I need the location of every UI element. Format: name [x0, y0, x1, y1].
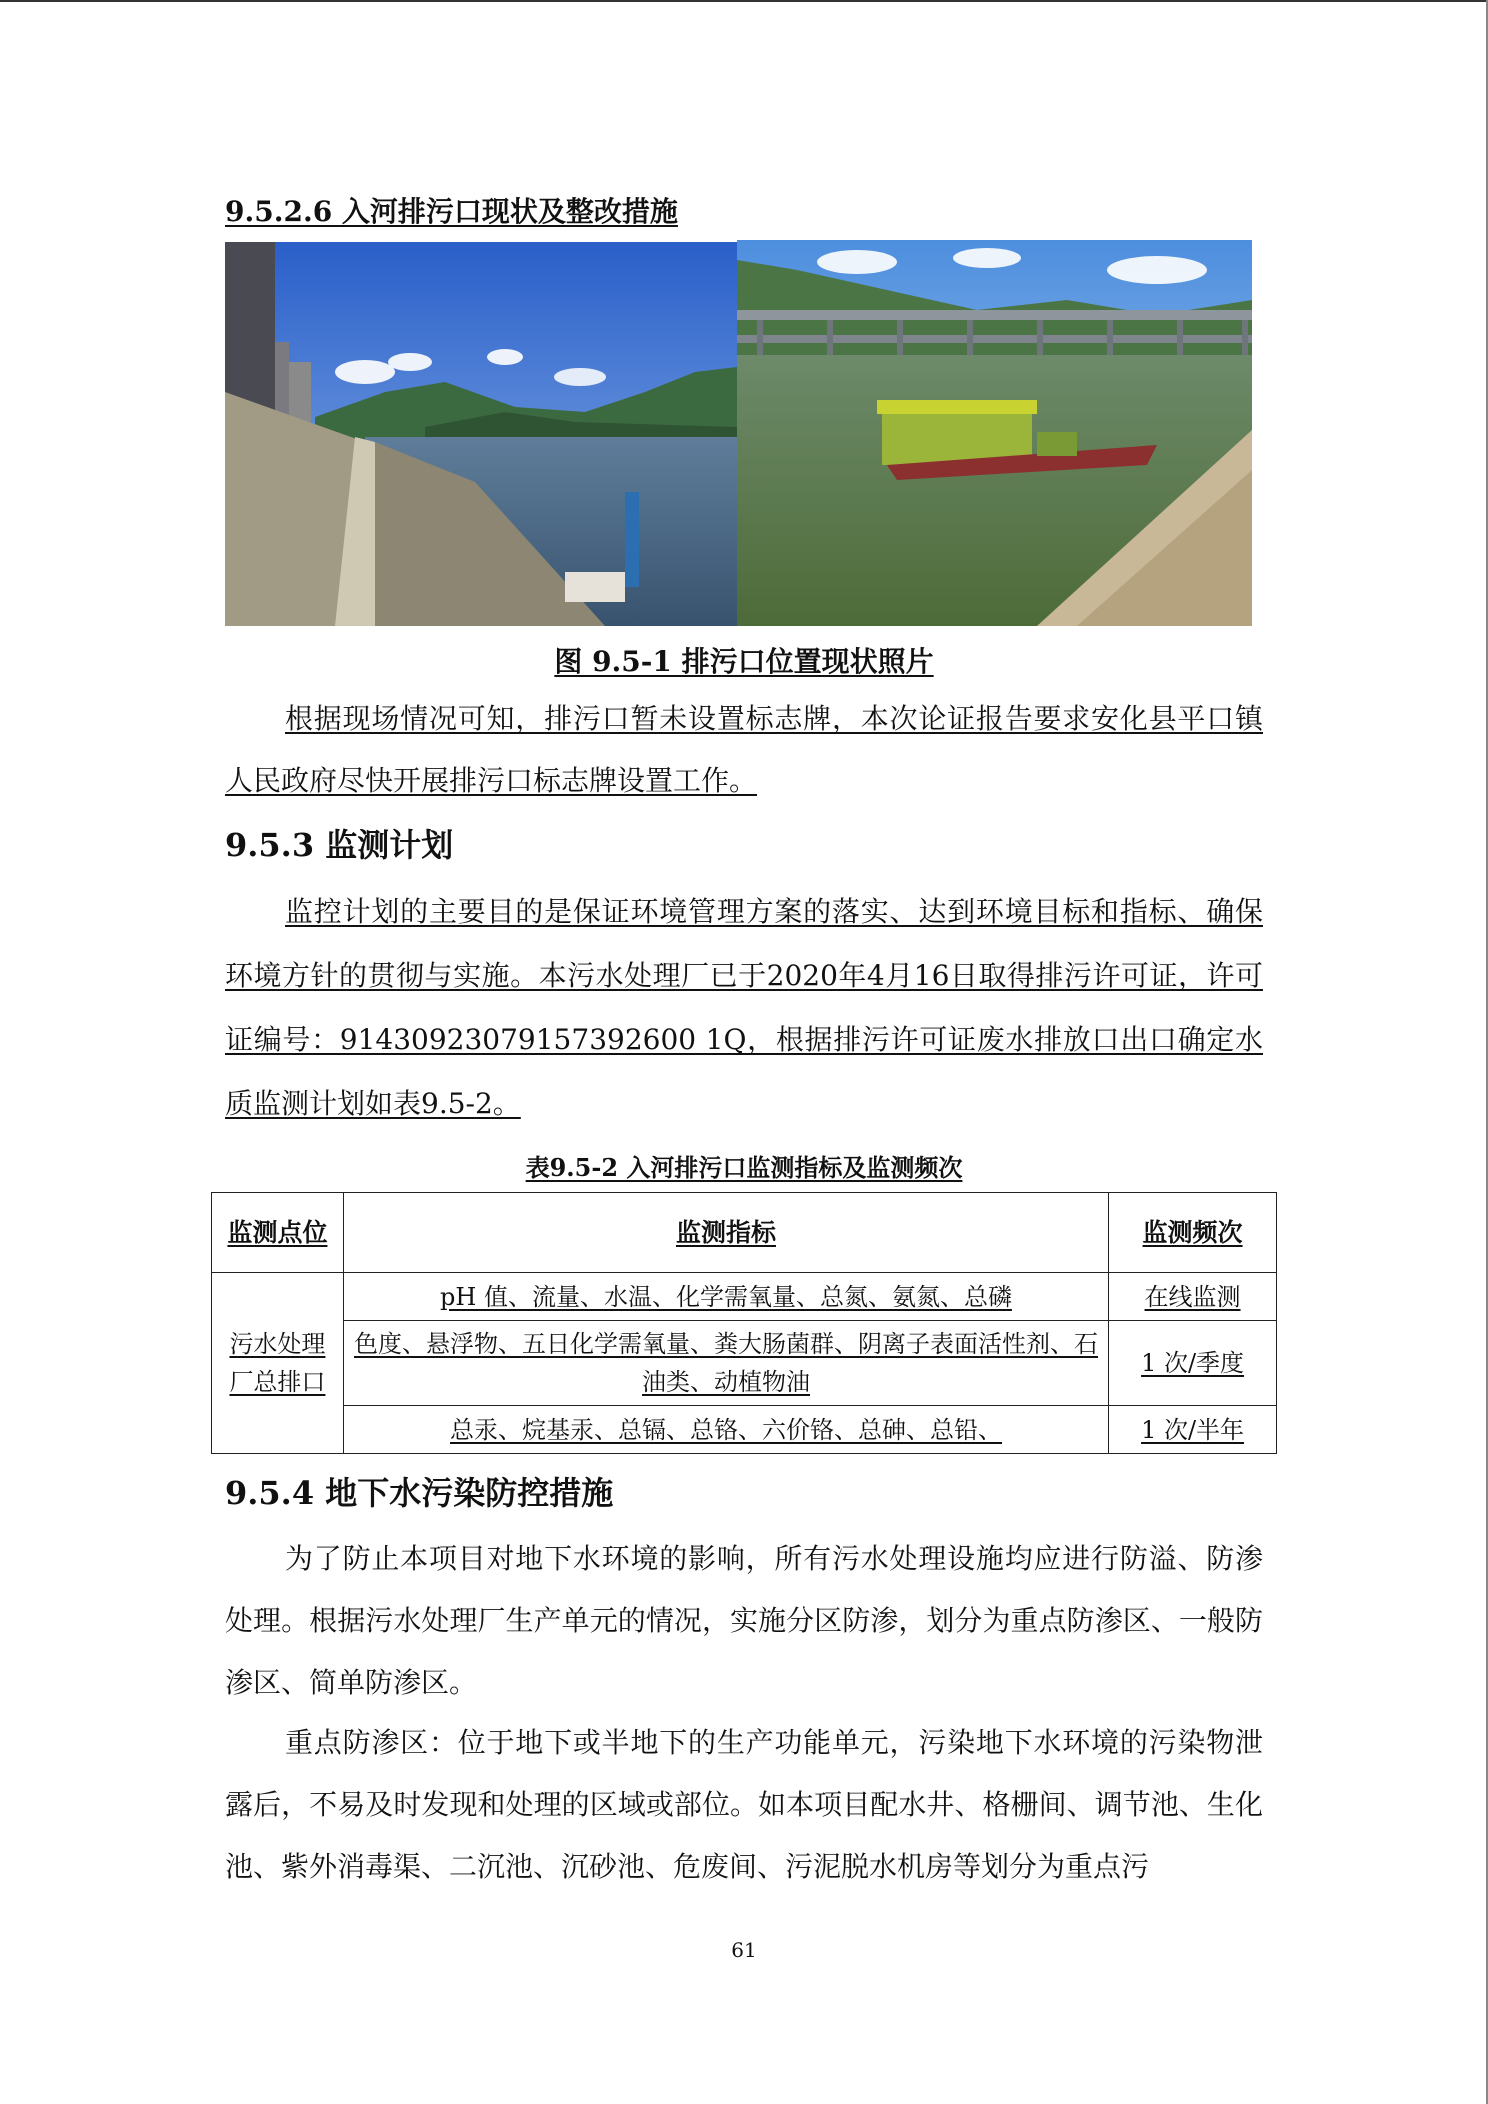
- paragraph-groundwater-intro: 为了防止本项目对地下水环境的影响，所有污水处理设施均应进行防溢、防渗处理。根据污水处理厂生产单元的情况，实施分区防渗，划分为重点防渗区、一般防渗区、简单防渗区。: [225, 1542, 1263, 1699]
- header-indicators: 监测指标: [343, 1193, 1108, 1273]
- cell-frequency: 在线监测: [1109, 1273, 1277, 1321]
- monitoring-table: [211, 1192, 1277, 1454]
- section-heading-953: 9.5.3 监测计划: [225, 826, 454, 864]
- photo-boat-and-bridge: [737, 240, 1252, 626]
- table-row: [212, 1273, 1277, 1321]
- table-row: [212, 1406, 1277, 1454]
- page-top-border: [0, 0, 1488, 2]
- cell-indicators: pH 值、流量、水温、化学需氧量、总氮、氨氮、总磷: [343, 1273, 1108, 1321]
- cell-location: 污水处理厂总排口: [212, 1273, 344, 1454]
- photo-riverbank-embankment: [225, 242, 737, 626]
- table-header-row: [212, 1193, 1277, 1273]
- table-caption: 表9.5-2 入河排污口监测指标及监测频次: [525, 1153, 963, 1182]
- section-heading-954: 9.5.4 地下水污染防控措施: [225, 1474, 614, 1512]
- cell-indicators: 总汞、烷基汞、总镉、总铬、六价铬、总砷、总铅、: [343, 1406, 1108, 1454]
- table-row: [212, 1321, 1277, 1406]
- paragraph-monitoring-plan: 监控计划的主要目的是保证环境管理方案的落实、达到环境目标和指标、确保环境方针的贯彻与实施。本污水处理厂已于2020年4月16日取得排污许可证，许可证编号：91430923079157392600 1Q，根据排污许可证废水排放口出口确定水质监测计划如表9.5-2。: [225, 895, 1263, 1120]
- paragraph-outfall-sign: 根据现场情况可知，排污口暂未设置标志牌，本次论证报告要求安化县平口镇人民政府尽快开展排污口标志牌设置工作。: [225, 702, 1263, 797]
- header-location: 监测点位: [212, 1193, 344, 1273]
- section-heading-9526: 9.5.2.6 入河排污口现状及整改措施: [225, 195, 678, 228]
- cell-frequency: 1 次/季度: [1109, 1321, 1277, 1406]
- cell-frequency: 1 次/半年: [1109, 1406, 1277, 1454]
- paragraph-key-seepage-zone: 重点防渗区：位于地下或半地下的生产功能单元，污染地下水环境的污染物泄露后，不易及时发现和处理的区域或部位。如本项目配水井、格栅间、调节池、生化池、紫外消毒渠、二沉池、沉砂池、危废间、污泥脱水机房等划分为重点污: [225, 1726, 1263, 1883]
- cell-indicators: 色度、悬浮物、五日化学需氧量、粪大肠菌群、阴离子表面活性剂、石油类、动植物油: [343, 1321, 1108, 1406]
- page-number: 61: [731, 1938, 757, 1962]
- figure-caption: 图 9.5-1 排污口位置现状照片: [554, 645, 934, 678]
- header-frequency: 监测频次: [1109, 1193, 1277, 1273]
